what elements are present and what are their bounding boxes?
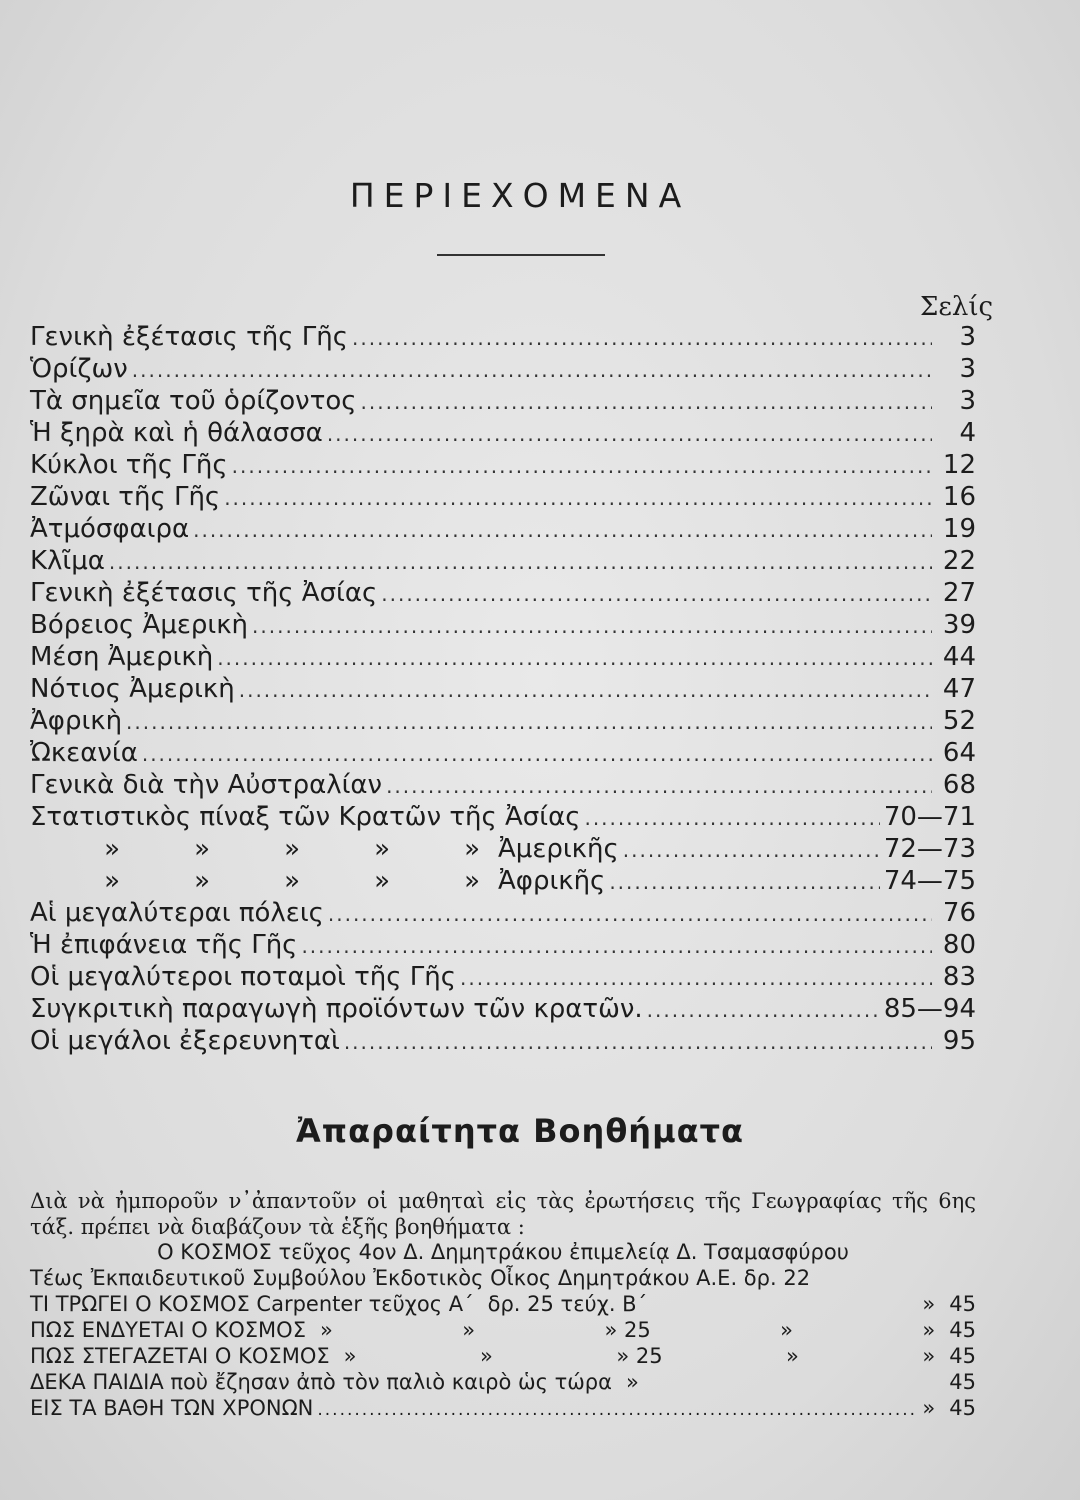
ditto-mark: » <box>479 1344 493 1368</box>
toc-entry-text: Ἀμερικῆς <box>498 834 619 864</box>
leader-dots <box>109 550 932 574</box>
toc-row <box>30 834 976 866</box>
ditto-mark: » <box>104 866 120 896</box>
ditto-mark: » <box>374 866 390 896</box>
toc-page-number: 19 <box>942 514 976 544</box>
ditto-mark: » <box>343 1344 357 1368</box>
toc-row <box>30 578 976 610</box>
leader-dots <box>142 742 932 766</box>
leader-dots <box>217 646 932 670</box>
ditto-mark: δρ. 25 τεύχ. Β΄ <box>487 1292 648 1316</box>
ditto-mark: » <box>194 834 210 864</box>
toc-page-number: 3 <box>959 354 976 384</box>
toc-row <box>30 546 976 578</box>
toc-page-number: 12 <box>942 450 976 480</box>
leader-dots <box>381 582 932 606</box>
ditto-mark: » <box>922 1318 936 1342</box>
toc-page-number: 22 <box>942 546 976 576</box>
book-title: ΠΩΣ ΣΤΕΓΑΖΕΤΑΙ Ο ΚΟΣΜΟΣ <box>30 1344 330 1368</box>
book-price-details <box>474 1292 950 1316</box>
aids-list <box>30 1240 976 1422</box>
leader-dots <box>460 966 932 990</box>
toc-entry-label <box>30 866 605 896</box>
ditto-mark: » <box>922 1396 936 1420</box>
ditto-mark: » <box>922 1292 936 1316</box>
toc-page-number: 72—73 <box>883 834 976 864</box>
aids-title: Ἀπαραίτητα Βοηθήματα <box>295 1112 745 1150</box>
toc-entry-label: Ἡ ἐπιφάνεια τῆς Γῆς <box>30 930 298 960</box>
book-row <box>30 1318 976 1344</box>
ditto-mark: » <box>284 834 300 864</box>
book-price: 45 <box>949 1344 976 1368</box>
toc-entry-label: Ὠκεανία <box>30 738 138 768</box>
ditto-mark: » <box>284 866 300 896</box>
leader-dots <box>193 518 932 542</box>
toc-row <box>30 898 976 930</box>
book-row <box>30 1370 976 1396</box>
ditto-marks <box>30 834 480 864</box>
toc-page-number: 68 <box>942 770 976 800</box>
leader-dots <box>352 326 932 350</box>
ditto-mark: » <box>319 1318 333 1342</box>
toc-entry-label: Συγκριτικὴ παραγωγὴ προϊόντων τῶν κρατῶν. <box>30 994 643 1024</box>
toc-entry-label: Ὁρίζων <box>30 354 128 384</box>
book-title: ΠΩΣ ΕΝΔΥΕΤΑΙ Ο ΚΟΣΜΟΣ <box>30 1318 306 1342</box>
toc-page-number: 27 <box>942 578 976 608</box>
toc-page-number: 95 <box>942 1026 976 1056</box>
toc-row <box>30 514 976 546</box>
book-price: 45 <box>949 1396 976 1420</box>
toc-page-number: 80 <box>942 930 976 960</box>
toc-page-number: 64 <box>942 738 976 768</box>
toc-entry-label: Οἱ μεγάλοι ἐξερευνηταὶ <box>30 1026 340 1056</box>
toc-page-number: 39 <box>942 610 976 640</box>
leader-dots <box>224 486 932 510</box>
book-row <box>30 1292 976 1318</box>
leader-dots <box>584 806 879 830</box>
ditto-mark: » <box>625 1370 639 1394</box>
toc-entry-label: Στατιστικὸς πίναξ τῶν Κρατῶν τῆς Ἀσίας <box>30 802 581 832</box>
ditto-mark: » <box>464 834 480 864</box>
toc-row <box>30 962 976 994</box>
leader-dots <box>361 390 932 414</box>
toc-row <box>30 866 976 898</box>
toc-entry-label: Ἡ ξηρὰ καὶ ἡ θάλασσα <box>30 418 323 448</box>
ditto-mark: » 25 <box>604 1318 651 1342</box>
leader-dots <box>327 422 932 446</box>
leader-dots <box>609 870 880 894</box>
aids-intro <box>30 1188 976 1240</box>
toc-row <box>30 1026 976 1058</box>
toc-entry-label: Ἀφρικὴ <box>30 706 123 736</box>
book-row <box>30 1344 976 1370</box>
toc-row <box>30 994 976 1026</box>
ditto-mark: » <box>462 1318 476 1342</box>
leader-dots <box>647 998 880 1022</box>
toc-row <box>30 642 976 674</box>
toc-row <box>30 610 976 642</box>
toc-entry-label <box>30 834 619 864</box>
book-price: 45 <box>949 1292 976 1316</box>
leader-dots <box>386 774 932 798</box>
book-price-details <box>612 1370 949 1394</box>
toc-entry-label: Νότιος Ἀμερικὴ <box>30 674 235 704</box>
page-title: ΠΕΡΙΕΧΟΜΕΝΑ <box>349 176 691 215</box>
toc-row <box>30 802 976 834</box>
ditto-mark: » <box>780 1318 793 1342</box>
toc-page-number: 83 <box>942 962 976 992</box>
book-title: ΔΕΚΑ ΠΑΙΔΙΑ ποὺ ἔζησαν ἀπὸ τὸν παλιὸ καιρὸ ὡς τώρα <box>30 1370 612 1394</box>
toc-page-number: 70—71 <box>883 802 976 832</box>
leader-dots <box>252 614 932 638</box>
toc-page-number: 44 <box>942 642 976 672</box>
leader-dots <box>132 358 932 382</box>
ditto-marks <box>30 866 480 896</box>
book-title: ΤΙ ΤΡΩΓΕΙ Ο ΚΟΣΜΟΣ Carpenter τεῦχος Α΄ <box>30 1292 474 1316</box>
leader-dots <box>344 1030 932 1054</box>
ditto-mark: » <box>194 866 210 896</box>
toc-row <box>30 322 976 354</box>
book-title: ΕΙΣ ΤΑ ΒΑΘΗ ΤΩΝ ΧΡΟΝΩΝ <box>30 1396 314 1420</box>
leader-dots <box>328 902 932 926</box>
toc-entry-label: Κλῖμα <box>30 546 105 576</box>
aids-intro-text: Διὰ νὰ ἠμποροῦν ν᾿ἀπαντοῦν οἱ μαθηταὶ εἰς τὰς ἐρωτήσεις τῆς Γεωγραφίας τῆς 6ης τάξ. πρέπει νὰ διαβάζουν τὰ ἑξῆς βοηθήματα : <box>30 1189 976 1239</box>
toc-row <box>30 354 976 386</box>
toc-row <box>30 418 976 450</box>
toc-entry-label: Βόρειος Ἀμερικὴ <box>30 610 249 640</box>
toc-page-number: 3 <box>959 386 976 416</box>
toc-row <box>30 930 976 962</box>
page-column-header: Σελίς <box>920 292 994 322</box>
book-price-details <box>306 1318 949 1342</box>
toc-page-number: 47 <box>942 674 976 704</box>
title-underline <box>437 254 605 256</box>
ditto-mark: » 25 <box>616 1344 663 1368</box>
toc-entry-label: Ζῶναι τῆς Γῆς <box>30 482 221 512</box>
toc-row <box>30 386 976 418</box>
toc-entry-label: Γενικὰ διὰ τὴν Αὐστραλίαν <box>30 770 383 800</box>
ditto-mark: » <box>922 1344 936 1368</box>
toc-page-number: 4 <box>959 418 976 448</box>
toc-row <box>30 450 976 482</box>
ditto-mark: » <box>464 866 480 896</box>
toc-row <box>30 770 976 802</box>
toc-entry-label: Γενικὴ ἐξέτασις τῆς Ἀσίας <box>30 578 378 608</box>
leader-dots <box>239 678 932 702</box>
toc-entry-text: Ἀφρικῆς <box>498 866 606 896</box>
ditto-mark: » <box>104 834 120 864</box>
toc-page-number: 16 <box>942 482 976 512</box>
leader-dots <box>623 838 880 862</box>
leader-dots <box>317 1400 918 1420</box>
leader-dots <box>301 934 932 958</box>
toc-entry-label: Τὰ σημεῖα τοῦ ὁρίζοντος <box>30 386 357 416</box>
toc-page-number: 76 <box>942 898 976 928</box>
ditto-mark: » <box>786 1344 799 1368</box>
toc-entry-label: Κύκλοι τῆς Γῆς <box>30 450 228 480</box>
toc-entry-label: Μέση Ἀμερικὴ <box>30 642 214 672</box>
toc-entry-label: Αἱ μεγαλύτεραι πόλεις <box>30 898 324 928</box>
toc-entry-label: Γενικὴ ἐξέτασις τῆς Γῆς <box>30 322 349 352</box>
aids-line: Τέως Ἐκπαιδευτικοῦ Συμβούλου Ἐκδοτικὸς Οἶκος Δημητράκου Α.Ε. δρ. 22 <box>30 1266 811 1290</box>
book-row <box>30 1396 976 1422</box>
toc-entry-label: Ἀτμόσφαιρα <box>30 514 190 544</box>
toc-row <box>30 674 976 706</box>
toc-page-number: 3 <box>959 322 976 352</box>
toc-page-number: 85—94 <box>883 994 976 1024</box>
toc-row <box>30 738 976 770</box>
book-price: 45 <box>949 1318 976 1342</box>
table-of-contents <box>30 322 976 1058</box>
book-price-details <box>330 1344 950 1368</box>
leader-dots <box>126 710 932 734</box>
toc-entry-label: Οἱ μεγαλύτεροι ποταμοὶ τῆς Γῆς <box>30 962 457 992</box>
toc-page-number: 52 <box>942 706 976 736</box>
toc-page-number: 74—75 <box>883 866 976 896</box>
toc-row <box>30 706 976 738</box>
leader-dots <box>232 454 932 478</box>
aids-line: Ο ΚΟΣΜΟΣ τεῦχος 4ον Δ. Δημητράκου ἐπιμελείᾳ Δ. Τσαμασφύρου <box>157 1240 849 1264</box>
book-price: 45 <box>949 1370 976 1394</box>
ditto-mark: » <box>374 834 390 864</box>
toc-row <box>30 482 976 514</box>
